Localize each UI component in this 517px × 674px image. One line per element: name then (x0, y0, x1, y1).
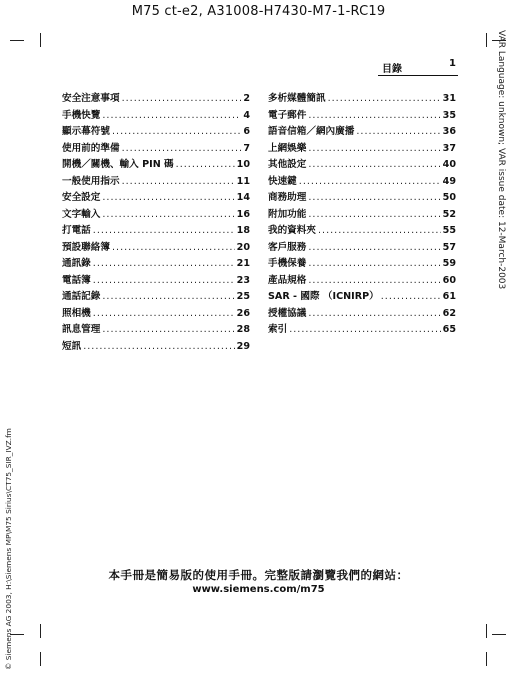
toc-entry-page: 25 (236, 291, 250, 302)
toc-entry-page: 23 (236, 274, 250, 286)
dot-leader (93, 306, 235, 323)
toc-entry-page: 28 (236, 324, 250, 335)
toc-entry-page: 65 (442, 324, 456, 335)
dot-leader (299, 174, 441, 191)
toc-entry-label: 多析媒體簡訊 (268, 93, 326, 104)
toc-entry-label: 授權協議 (268, 307, 307, 319)
toc-entry[interactable] (62, 273, 250, 290)
toc-entry-label: 上網娛樂 (268, 142, 307, 154)
toc-entry-page: 52 (442, 208, 456, 220)
toc-entry[interactable] (268, 256, 456, 273)
footer-note: 本手冊是簡易版的使用手冊。完整版請瀏覽我們的網站： (108, 568, 409, 582)
toc-entry[interactable] (62, 190, 250, 207)
dot-leader (102, 108, 241, 125)
toc-entry[interactable] (268, 174, 456, 191)
toc-entry[interactable] (62, 289, 250, 306)
toc-header (378, 60, 458, 76)
toc-entry-page: 57 (442, 241, 456, 253)
dot-leader (289, 322, 440, 339)
crop-mark (486, 33, 487, 47)
toc-entry-label: 照相機 (62, 307, 91, 319)
dot-leader (308, 273, 440, 290)
toc-entry-page: 10 (236, 159, 250, 170)
dot-leader (102, 190, 234, 207)
dot-leader (122, 141, 242, 158)
crop-mark (40, 652, 41, 666)
toc-entry[interactable] (62, 174, 250, 191)
toc-entry-label: 快速鍵 (268, 175, 297, 187)
toc-entry[interactable] (62, 223, 250, 240)
toc-entry-page: 55 (442, 225, 456, 236)
toc-entry-label: 一般使用指示 (62, 175, 120, 187)
toc-entry-label: 安全注意事項 (62, 93, 120, 104)
toc-entry[interactable] (62, 141, 250, 158)
toc-entry[interactable] (268, 289, 456, 306)
toc-entry-page: 4 (243, 109, 250, 121)
toc-entry-label: 商務助理 (268, 192, 307, 203)
dot-leader (318, 223, 441, 240)
toc-entry-label: 通訊錄 (62, 258, 91, 269)
dot-leader (93, 273, 235, 290)
toc-entry-page: 16 (236, 208, 250, 220)
toc-entry[interactable] (268, 157, 456, 174)
dot-leader (308, 157, 440, 174)
toc-entry-label: 安全設定 (62, 192, 101, 203)
crop-mark (492, 634, 506, 635)
toc-entry-label: 訊息管理 (62, 324, 101, 335)
toc-entry[interactable] (62, 207, 250, 224)
toc-entry[interactable] (268, 223, 456, 240)
toc-entry-label: 客戶服務 (268, 241, 307, 253)
toc-entry[interactable] (62, 339, 250, 356)
toc-entry-page: 59 (442, 258, 456, 269)
toc-entry[interactable] (268, 322, 456, 339)
toc-entry-label: 我的資料夾 (268, 225, 316, 236)
toc-entry-page: 61 (442, 291, 456, 302)
toc-entry[interactable] (62, 322, 250, 339)
dot-leader (102, 289, 234, 306)
document-id-header: M75 ct-e2, A31008-H7430-M7-1-RC19 (131, 4, 386, 19)
toc-entry-page: 26 (236, 307, 250, 319)
toc-entry-page: 7 (243, 142, 250, 154)
toc-entry-label: 語音信箱／網內廣播 (268, 126, 355, 137)
crop-mark (486, 652, 487, 666)
toc-entry-label: 打電話 (62, 225, 91, 236)
toc-entry-label: 顯示幕符號 (62, 126, 110, 137)
crop-mark (40, 33, 41, 47)
dot-leader (112, 240, 235, 257)
toc-entry-label: 電子郵件 (268, 109, 307, 121)
dot-leader (122, 91, 242, 108)
toc-entry[interactable] (268, 91, 456, 108)
dot-leader (93, 256, 235, 273)
toc-entry-page: 37 (442, 142, 456, 154)
dot-leader (308, 141, 440, 158)
toc-entry-label: 其他設定 (268, 159, 307, 170)
toc-entry-label: 使用前的準備 (62, 142, 120, 154)
dot-leader (308, 108, 440, 125)
crop-mark (40, 624, 41, 638)
toc-entry[interactable] (62, 124, 250, 141)
toc-title: 目錄 (382, 64, 402, 75)
toc-entry-page: 6 (243, 126, 250, 137)
toc-entry[interactable] (62, 256, 250, 273)
header-rule (378, 75, 458, 76)
dot-leader (308, 207, 440, 224)
toc-entry-page: 18 (236, 225, 250, 236)
toc-entry[interactable] (62, 108, 250, 125)
toc-entry[interactable] (268, 273, 456, 290)
toc-entry-label: 文字輸入 (62, 208, 101, 220)
var-language-text: VAR Language: unknown; VAR issue date: 12-March-2003 (496, 30, 506, 290)
toc-entry[interactable] (268, 141, 456, 158)
toc-left-column (62, 91, 250, 355)
dot-leader (308, 306, 440, 323)
page-number: 1 (449, 58, 456, 69)
toc-entry-page: 2 (243, 93, 250, 104)
toc-entry[interactable] (268, 207, 456, 224)
toc-entry-page: 20 (236, 241, 250, 253)
toc-entry[interactable] (268, 124, 456, 141)
toc-entry-label: 手機保養 (268, 258, 307, 269)
dot-leader (328, 91, 441, 108)
dot-leader (356, 124, 440, 141)
toc-entry-page: 62 (442, 307, 456, 319)
toc-entry-label: 短訊 (62, 340, 82, 352)
dot-leader (83, 339, 234, 356)
toc-entry[interactable] (62, 157, 250, 174)
dot-leader (102, 322, 234, 339)
toc-entry-page: 21 (236, 258, 250, 269)
toc-right-column (268, 91, 456, 339)
toc-entry-label: 電話簿 (62, 274, 91, 286)
toc-entry-label: 產品規格 (268, 274, 307, 286)
toc-entry[interactable] (268, 190, 456, 207)
crop-mark (10, 40, 24, 41)
toc-entry-page: 49 (442, 175, 456, 187)
toc-entry-label: 附加功能 (268, 208, 307, 220)
dot-leader (102, 207, 234, 224)
dot-leader (93, 223, 235, 240)
website-link[interactable]: www.siemens.com/m75 (192, 584, 325, 595)
toc-entry[interactable] (268, 108, 456, 125)
toc-entry-page: 60 (442, 274, 456, 286)
toc-entry-page: 36 (442, 126, 456, 137)
toc-entry-label: 開機／關機、輸入 PIN 碼 (62, 159, 174, 170)
toc-entry[interactable] (62, 91, 250, 108)
toc-entry[interactable] (268, 306, 456, 323)
dot-leader (112, 124, 241, 141)
dot-leader (122, 174, 235, 191)
dot-leader (308, 240, 440, 257)
toc-entry-page: 50 (442, 192, 456, 203)
toc-entry-page: 29 (236, 340, 250, 352)
dot-leader (308, 190, 440, 207)
toc-entry-label: SAR - 國際 （ICNIRP） (268, 291, 379, 302)
dot-leader (308, 256, 440, 273)
toc-entry-page: 14 (236, 192, 250, 203)
crop-mark (486, 624, 487, 638)
toc-entry[interactable] (268, 240, 456, 257)
toc-entry-page: 35 (442, 109, 456, 121)
file-path-text: © Siemens AG 2003, H:\Siemens MP\M75 Sirius\CT75_SIR_IVZ.fm (4, 428, 13, 670)
toc-entry-label: 手機快覽 (62, 109, 101, 121)
toc-entry-page: 11 (236, 175, 250, 187)
dot-leader (176, 157, 235, 174)
toc-entry[interactable] (62, 240, 250, 257)
toc-entry-page: 31 (442, 93, 456, 104)
toc-entry[interactable] (62, 306, 250, 323)
dot-leader (381, 289, 441, 306)
toc-entry-label: 通話記錄 (62, 291, 101, 302)
toc-entry-label: 預設聯絡簿 (62, 241, 110, 253)
toc-entry-page: 40 (442, 159, 456, 170)
toc-entry-label: 索引 (268, 324, 288, 335)
